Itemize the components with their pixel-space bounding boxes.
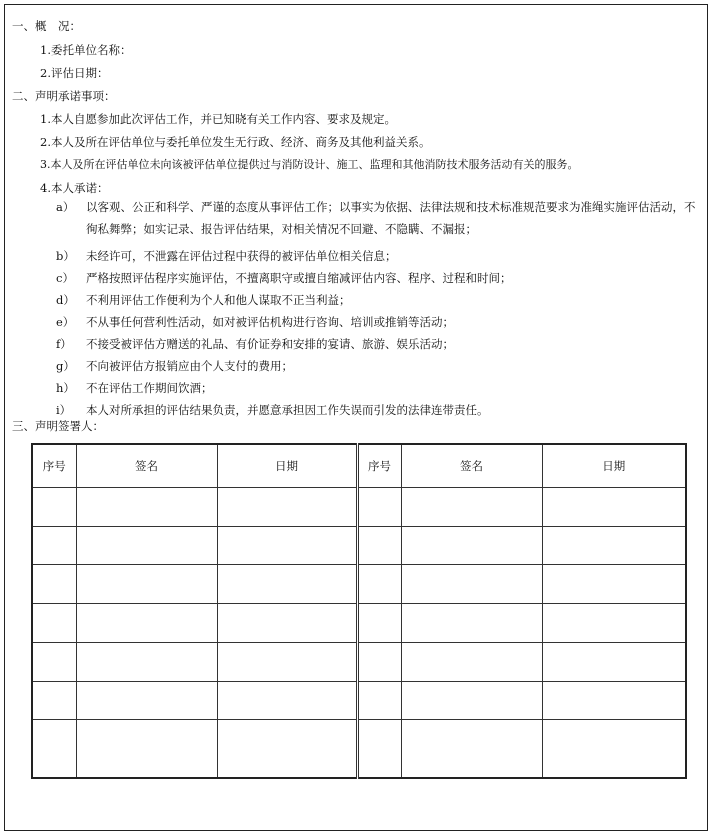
promise-label: g） — [56, 359, 75, 373]
signature-table-header — [32, 444, 686, 488]
promise-text: 不接受被评估方赠送的礼品、有价证券和安排的宴请、旅游、娱乐活动； — [86, 337, 454, 351]
promise-label: f） — [56, 337, 72, 351]
signature-cell[interactable] — [76, 526, 217, 565]
promise-text: 不向被评估方报销应由个人支付的费用； — [86, 359, 293, 373]
promise-text: 严格按照评估程序实施评估，不擅离职守或擅自缩减评估内容、程序、过程和时间； — [86, 271, 512, 285]
promise-label: h） — [56, 381, 75, 395]
date-cell[interactable] — [542, 526, 686, 565]
promise-label: a） — [56, 200, 75, 214]
table-row — [32, 642, 686, 681]
date-cell[interactable] — [217, 604, 357, 643]
signature-cell[interactable] — [401, 488, 542, 527]
promise-label: i） — [56, 403, 72, 417]
date-cell[interactable] — [217, 526, 357, 565]
declaration-item-2: 2.本人及所在评估单位与委托单位发生无行政、经济、商务及其他利益关系。 — [40, 135, 431, 149]
signature-cell[interactable] — [401, 720, 542, 778]
index-cell — [357, 565, 401, 604]
declaration-item-3: 3.本人及所在评估单位未向该被评估单位提供过与消防设计、施工、监理和其他消防技术服务活动有关的服务。 — [40, 158, 579, 171]
col-header-signature: 签名 — [401, 444, 542, 488]
signature-cell[interactable] — [76, 604, 217, 643]
overview-item-date: 2.评估日期： — [40, 66, 109, 80]
date-cell[interactable] — [217, 642, 357, 681]
overview-item-client: 1.委托单位名称： — [40, 43, 132, 57]
index-cell — [357, 720, 401, 778]
date-cell[interactable] — [542, 720, 686, 778]
index-cell — [357, 642, 401, 681]
signature-cell[interactable] — [76, 565, 217, 604]
promise-label: c） — [56, 271, 74, 285]
table-row — [32, 720, 686, 778]
promise-text: 不利用评估工作便利为个人和他人谋取不正当利益； — [86, 293, 351, 307]
signature-cell[interactable] — [401, 565, 542, 604]
index-cell — [32, 604, 76, 643]
section-overview-heading: 一、概 况： — [12, 19, 81, 33]
date-cell[interactable] — [542, 681, 686, 720]
col-header-index: 序号 — [32, 444, 76, 488]
signature-table — [31, 443, 687, 779]
declaration-item-1: 1.本人自愿参加此次评估工作，并已知晓有关工作内容、要求及规定。 — [40, 112, 396, 126]
col-header-date: 日期 — [217, 444, 357, 488]
date-cell[interactable] — [217, 720, 357, 778]
index-cell — [32, 720, 76, 778]
col-header-signature: 签名 — [76, 444, 217, 488]
signature-cell[interactable] — [401, 526, 542, 565]
date-cell[interactable] — [217, 565, 357, 604]
promise-text: 以客观、公正和科学、严谨的态度从事评估工作；以事实为依据、法律法规和技术标准规范要求为准绳实施评估活动，不徇私舞弊；如实记录、报告评估结果，对相关情况不回避、不隐瞒、不漏报； — [86, 200, 696, 236]
date-cell[interactable] — [217, 681, 357, 720]
promise-label: d） — [56, 293, 75, 307]
table-row — [32, 565, 686, 604]
index-cell — [357, 604, 401, 643]
index-cell — [32, 526, 76, 565]
index-cell — [357, 681, 401, 720]
date-cell[interactable] — [542, 604, 686, 643]
table-row — [32, 488, 686, 527]
col-header-date: 日期 — [542, 444, 686, 488]
promise-label: b） — [56, 249, 75, 263]
table-row — [32, 604, 686, 643]
section-declaration-heading: 二、声明承诺事项： — [12, 89, 116, 103]
signature-cell[interactable] — [76, 720, 217, 778]
promise-text: 不在评估工作期间饮酒； — [86, 381, 213, 395]
signature-cell[interactable] — [76, 488, 217, 527]
signature-cell[interactable] — [76, 681, 217, 720]
promise-text: 本人对所承担的评估结果负责，并愿意承担因工作失误而引发的法律连带责任。 — [86, 403, 489, 417]
index-cell — [32, 565, 76, 604]
declaration-item-4: 4.本人承诺： — [40, 181, 109, 195]
col-header-index: 序号 — [357, 444, 401, 488]
table-row — [32, 526, 686, 565]
date-cell[interactable] — [542, 642, 686, 681]
section-signature-heading: 三、声明签署人： — [12, 419, 104, 433]
index-cell — [357, 526, 401, 565]
date-cell[interactable] — [542, 488, 686, 527]
index-cell — [32, 488, 76, 527]
index-cell — [32, 642, 76, 681]
date-cell[interactable] — [542, 565, 686, 604]
date-cell[interactable] — [217, 488, 357, 527]
signature-cell[interactable] — [401, 604, 542, 643]
promise-text: 不从事任何营利性活动，如对被评估机构进行咨询、培训或推销等活动； — [86, 315, 454, 329]
signature-cell[interactable] — [76, 642, 217, 681]
signature-cell[interactable] — [401, 642, 542, 681]
index-cell — [357, 488, 401, 527]
promise-text: 未经许可，不泄露在评估过程中获得的被评估单位相关信息； — [86, 249, 397, 263]
promise-label: e） — [56, 315, 75, 329]
index-cell — [32, 681, 76, 720]
signature-cell[interactable] — [401, 681, 542, 720]
table-row — [32, 681, 686, 720]
